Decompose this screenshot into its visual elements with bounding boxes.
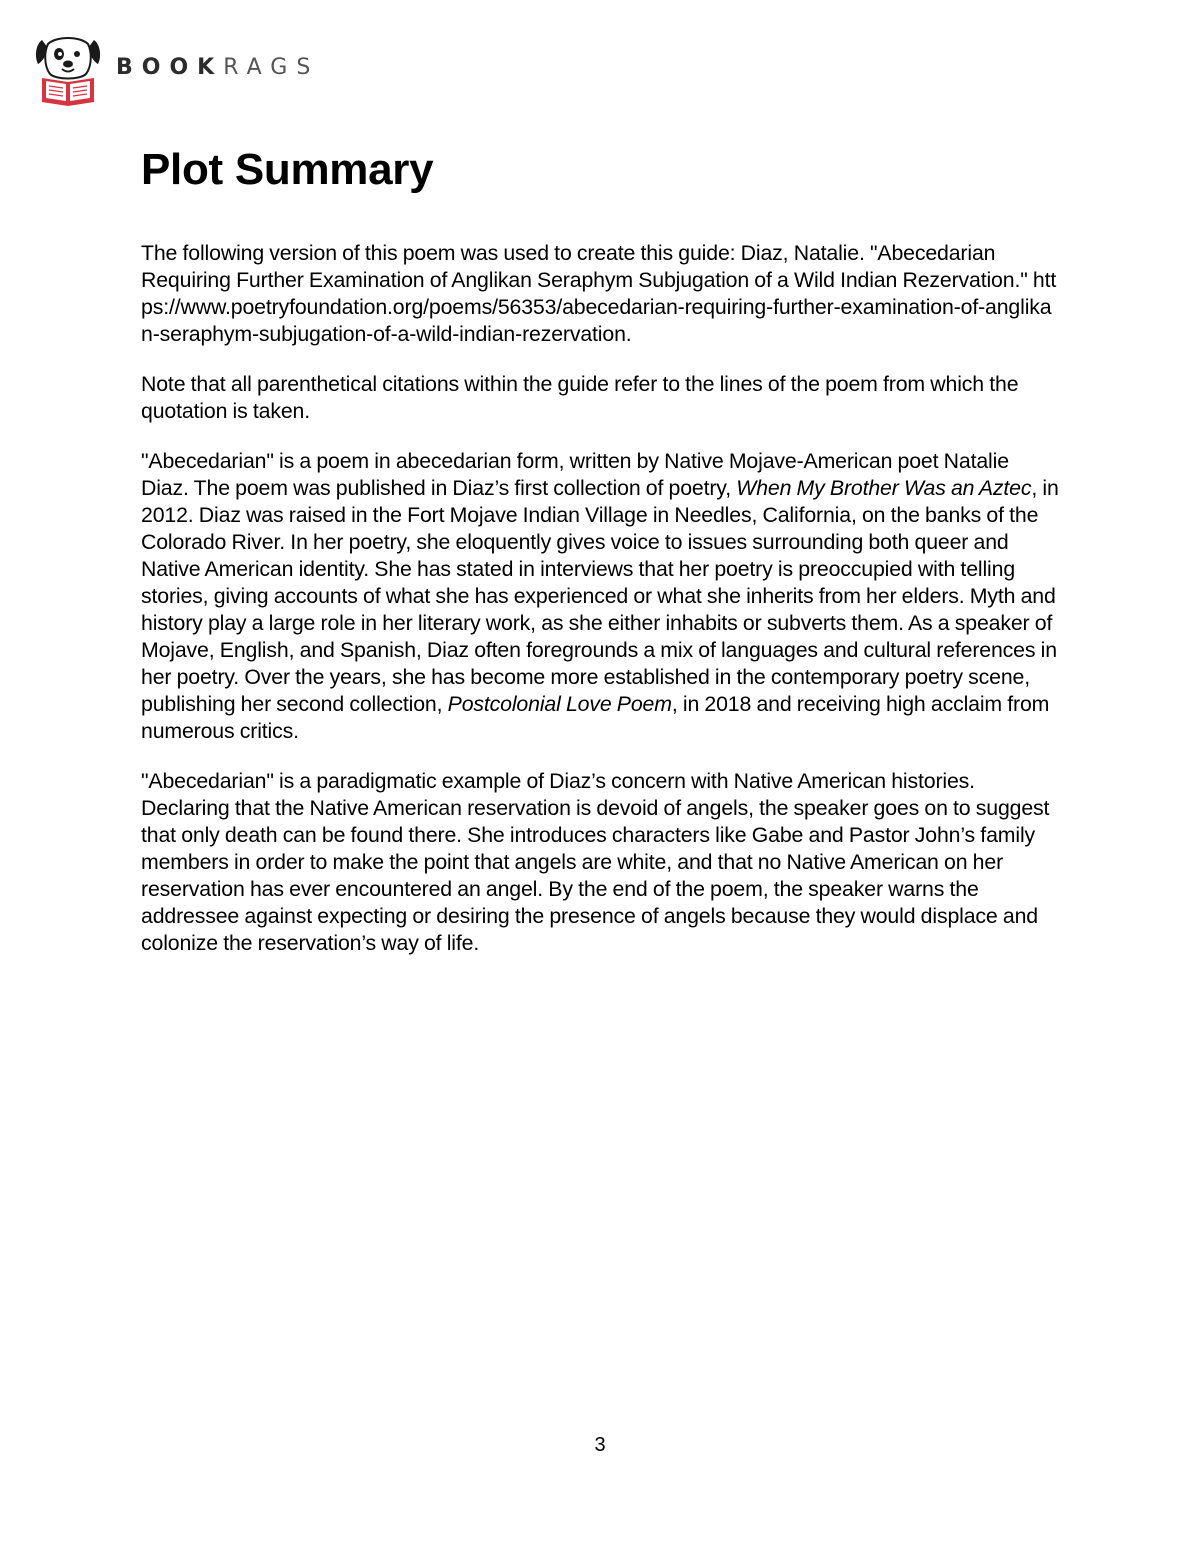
page-title: Plot Summary xyxy=(141,145,434,194)
page-number: 3 xyxy=(594,1434,606,1456)
bookrags-logo[interactable] xyxy=(34,34,319,106)
brand-light: RAGS xyxy=(223,54,320,80)
brand-bold: BOOK xyxy=(116,54,224,80)
summary-paragraph: "Abecedarian" is a paradigmatic example of Diaz’s concern with Native American histories. Declaring that the Native American reservation is devoid of angels, the speaker goes on to suggest that only death can be found there. She introduces characters like Gabe and Pastor John’s family members in order to make the point that angels are white, and that no Native American on her reservation has ever encountered an angel. By the end of the poem, the speaker warns the addressee against expecting or desiring the presence of angels because they would displace and colonize the reservation’s way of life. xyxy=(141,769,1050,955)
intro-text-c: , in 2018 and receiving high acclaim from numerous critics. xyxy=(141,692,1050,743)
dog-with-book-icon xyxy=(34,34,102,106)
intro-paragraph xyxy=(141,448,1061,745)
book-title-aztec: When My Brother Was an Aztec xyxy=(736,476,1032,500)
source-paragraph xyxy=(141,240,1061,348)
source-end: . xyxy=(625,322,632,346)
citation-note-paragraph: Note that all parenthetical citations within the guide refer to the lines of the poem from which the quotation is taken. xyxy=(141,372,1019,423)
intro-text-a: "Abecedarian" is a poem in abecedarian form, written by Native Mojave-American poet Natalie Diaz. The poem was published in Diaz’s first collection of poetry, xyxy=(141,449,1009,500)
brand-wordmark xyxy=(116,55,319,80)
document-content xyxy=(141,140,1061,980)
source-url[interactable]: https://www.poetryfoundation.org/poems/56353/abecedarian-requiring-further-examination-of-anglikan-seraphym-subjugation-of-a-wild-indian-rezervation xyxy=(141,268,1057,346)
book-title-love-poem: Postcolonial Love Poem xyxy=(447,692,672,716)
intro-text-b: , in 2012. Diaz was raised in the Fort Mojave Indian Village in Needles, California, on the banks of the Colorado River. In her poetry, she eloquently gives voice to issues surrounding both queer and Native American identity. She has stated in interviews that her poetry is preoccupied with telling stories, giving accounts of what she has experienced or what she inherits from her elders. Myth and history play a large role in her literary work, as she either inhabits or subverts them. As a speaker of Mojave, English, and Spanish, Diaz often foregrounds a mix of languages and cultural references in her poetry. Over the years, she has become more established in the contemporary poetry scene, publishing her second collection, xyxy=(141,476,1059,716)
source-citation: The following version of this poem was used to create this guide: Diaz, Natalie. "Abecedarian Requiring Further Examination of Anglikan Seraphym Subjugation of a Wild Indian Rezervation." xyxy=(141,241,1033,292)
